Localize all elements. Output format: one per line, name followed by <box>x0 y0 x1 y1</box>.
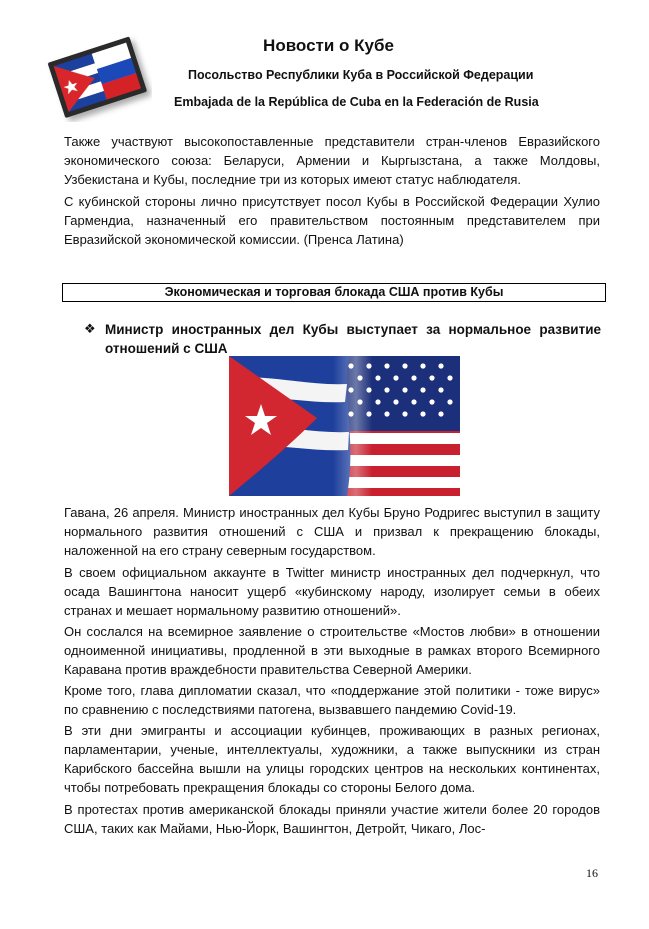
page-title: Новости о Кубе <box>263 36 394 55</box>
section-heading: Экономическая и торговая блокада США против Кубы <box>62 283 606 302</box>
embassy-name-ru: Посольство Республики Куба в Российской Федерации <box>188 68 534 82</box>
page-number: 16 <box>586 866 598 880</box>
article-paragraph: Кроме того, глава дипломатии сказал, что «поддержание этой политики - тоже вирус» по сравнению с последствиями патогена, вызвавшего пандемию Covid-19. <box>64 683 600 717</box>
article-paragraph: В эти дни эмигранты и ассоциации кубинцев, проживающих в разных регионах, парламентарии, ученые, интеллектуалы, художники, а также выпускники из стран Карибского бассейна вышли на улицы городских центров на нескольких континентах, чтобы потребовать прекращения блокады со стороны Белого дома. <box>64 723 600 795</box>
article-paragraph: Гавана, 26 апреля. Министр иностранных дел Кубы Бруно Родригес выступил в защиту нормального развития отношений с США и призвал к прекращению блокады, наложенной на его страну северным государством. <box>64 505 600 558</box>
intro-paragraph: С кубинской стороны лично присутствует посол Кубы в Российской Федерации Хулио Гармендиа, назначенный его правительством постоянным представителем при Евразийской экономической комиссии. (Пренса Латина) <box>64 194 600 247</box>
embassy-name-es: Embajada de la República de Cuba en la Federación de Rusia <box>174 95 539 109</box>
intro-paragraph: Также участвуют высокопоставленные представители стран-членов Евразийского экономического союза: Беларуси, Армении и Кыргызстана, а также Молдовы, Узбекистана и Кубы, последние три из которых имеют статус наблюдателя. <box>64 134 600 187</box>
article-paragraph: Он сослался на всемирное заявление о строительстве «Мостов любви» в отношении одноименной инициативы, продленной в эти выходные в рамках второго Всемирного Каравана против враждебности правительства Северной Америки. <box>64 624 600 677</box>
diamond-bullet-icon: ❖ <box>84 321 96 336</box>
article-headline: Министр иностранных дел Кубы выступает за нормальное развитие отношений с США <box>105 322 601 356</box>
cuba-usa-flags-photo <box>229 356 460 496</box>
article-paragraph: В своем официальном аккаунте в Twitter министр иностранных дел подчеркнул, что осада Вашингтона наносит ущерб «кубинскому народу, изолирует семьи в обеих странах и мешает нормальному развитию отношений». <box>64 565 600 618</box>
article-paragraph: В протестах против американской блокады приняли участие жители более 20 городов США, таких как Майами, Нью-Йорк, Вашингтон, Детройт, Чикаго, Лос- <box>64 802 600 836</box>
